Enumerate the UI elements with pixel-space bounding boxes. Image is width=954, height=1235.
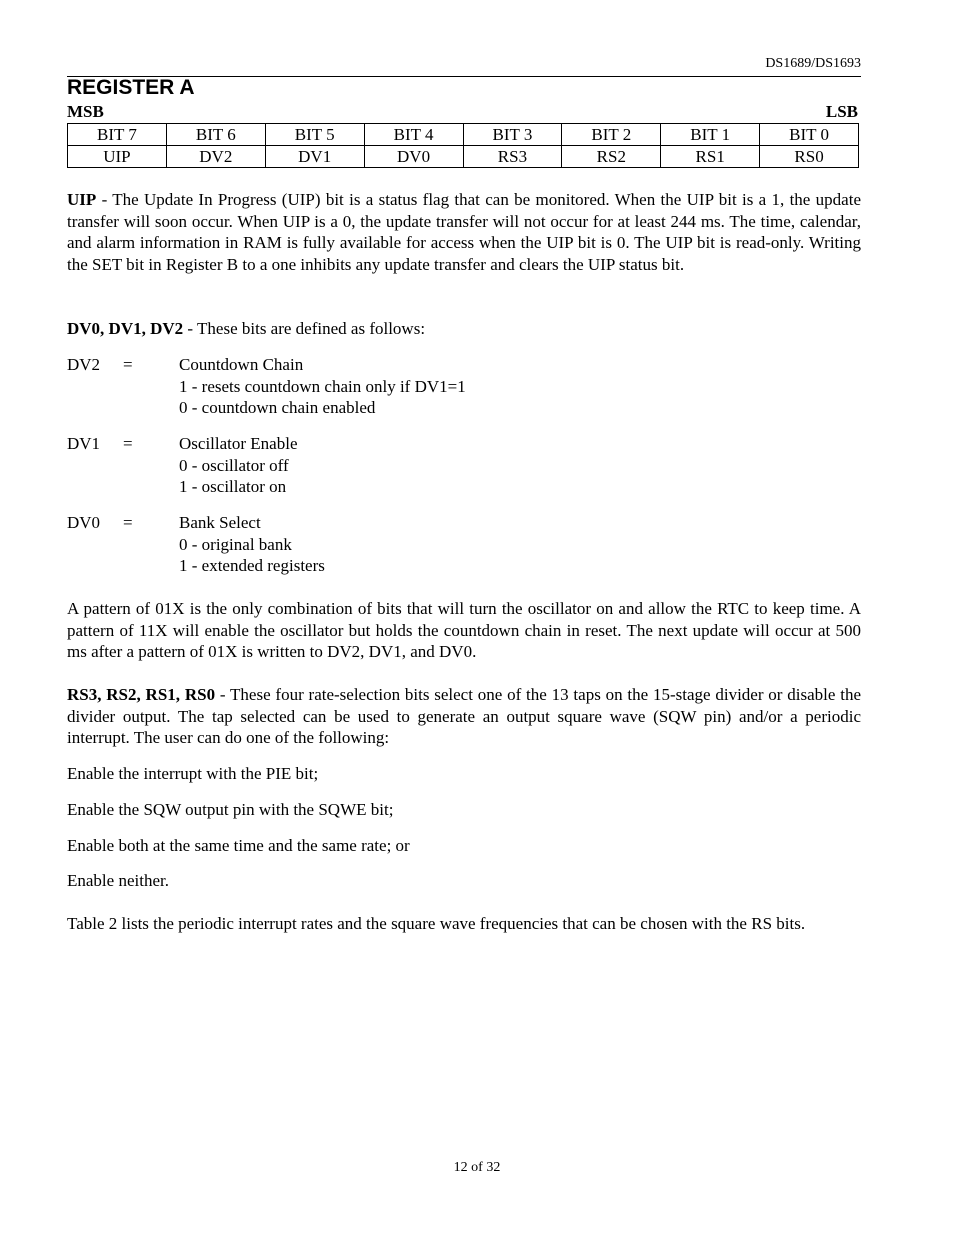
uip-term: UIP (67, 190, 97, 209)
bit-name-cell: RS2 (562, 146, 661, 168)
bit-cell: BIT 3 (463, 124, 562, 146)
option-item: Enable the interrupt with the PIE bit; (67, 764, 319, 783)
lsb-label: LSB (825, 102, 858, 121)
dv-term: DV0, DV1, DV2 (67, 319, 184, 338)
table2-paragraph: Table 2 lists the periodic interrupt rates and the square wave frequencies that can be chosen with the RS bits. (67, 914, 806, 933)
option-item: Enable both at the same time and the same rate; or (67, 836, 410, 855)
definition-term: DV1 (67, 434, 101, 453)
section-title: REGISTER A (67, 76, 195, 99)
definition-line: Oscillator Enable (179, 434, 298, 453)
rs-text: - These four rate-selection bits select one of the 13 taps on the 15-stage divider or disable the divider output. The tap selected can be used to generate an output square wave (SQW pin) and/or a periodic interrupt. The user can do one of the following: (67, 685, 861, 748)
bit-name-cell: DV0 (364, 146, 463, 168)
dv-intro-paragraph (67, 318, 861, 340)
definition-line: Countdown Chain (179, 355, 304, 374)
definition-term: DV0 (67, 513, 101, 532)
rs-term: RS3, RS2, RS1, RS0 (67, 685, 216, 704)
bit-cell: BIT 2 (562, 124, 661, 146)
option-item: Enable neither. (67, 871, 169, 890)
definition-line: 0 - oscillator off (179, 455, 289, 475)
bit-name-cell: RS3 (463, 146, 562, 168)
page-number: 12 of 32 (453, 1160, 501, 1175)
definition-equals: = (123, 513, 133, 532)
definition-term: DV2 (67, 355, 101, 374)
bit-cell: BIT 6 (166, 124, 265, 146)
register-a-table (67, 123, 859, 168)
bit-name-cell: RS0 (760, 146, 859, 168)
definition-equals: = (123, 434, 133, 453)
bit-cell: BIT 4 (364, 124, 463, 146)
definition-line: Bank Select (179, 513, 261, 532)
document-id: DS1689/DS1693 (765, 56, 861, 71)
rs-paragraph (67, 684, 861, 749)
bit-name-cell: DV1 (265, 146, 364, 168)
definition-line: 1 - extended registers (179, 556, 325, 576)
definition-line: 0 - countdown chain enabled (179, 398, 376, 418)
bit-name-row (68, 146, 859, 168)
pattern-paragraph: A pattern of 01X is the only combination of bits that will turn the oscillator on and allow the RTC to keep time. A pattern of 11X will enable the oscillator but holds the countdown chain in reset. The next update will occur at 500 ms after a pattern of 01X is written to DV2, DV1, and DV0. (67, 599, 861, 662)
definition-line: 1 - oscillator on (179, 477, 287, 497)
dv-intro-text: - These bits are defined as follows: (183, 319, 426, 338)
definition-line: 0 - original bank (179, 534, 292, 554)
bit-cell: BIT 7 (68, 124, 167, 146)
bit-name-cell: DV2 (166, 146, 265, 168)
bit-cell: BIT 1 (661, 124, 760, 146)
bit-cell: BIT 0 (760, 124, 859, 146)
bit-name-cell: UIP (68, 146, 167, 168)
bit-name-cell: RS1 (661, 146, 760, 168)
bit-cell: BIT 5 (265, 124, 364, 146)
definition-equals: = (123, 355, 133, 374)
uip-text: - The Update In Progress (UIP) bit is a status flag that can be monitored. When the UIP bit is a 1, the update transfer will soon occur. When UIP is a 0, the update transfer will not occur for at least 244 ms. The time, calendar, and alarm information in RAM is fully available for access when the UIP bit is 0. The UIP bit is read-only. Writing the SET bit in Register B to a one inhibits any update transfer and clears the UIP status bit. (67, 190, 861, 274)
msb-label: MSB (67, 102, 104, 121)
uip-paragraph (67, 189, 861, 275)
option-item: Enable the SQW output pin with the SQWE bit; (67, 800, 394, 819)
bit-number-row (68, 124, 859, 146)
definition-line: 1 - resets countdown chain only if DV1=1 (179, 376, 466, 396)
